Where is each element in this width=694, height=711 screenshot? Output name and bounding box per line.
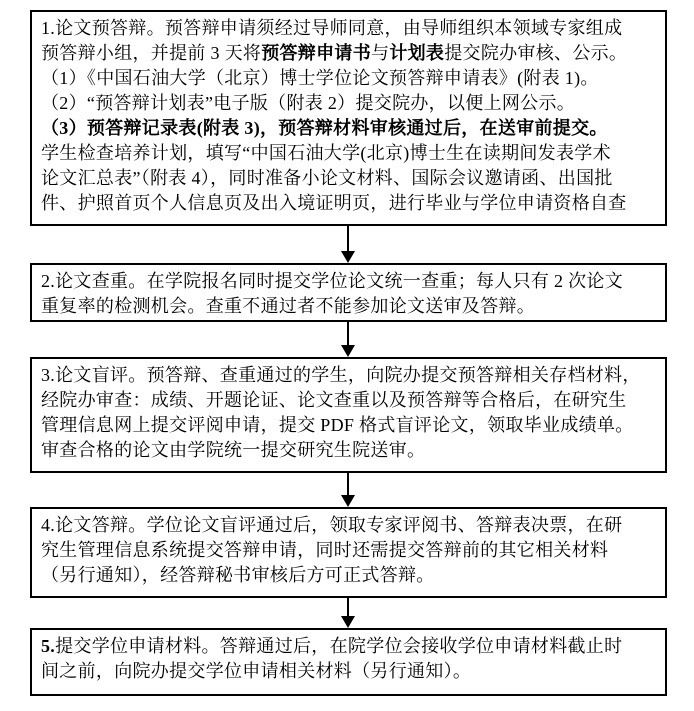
text-segment: 提交学位申请材料。答辩通过后，在院学位会接收学位申请材料截止时	[55, 636, 623, 656]
flow-arrow-3	[340, 473, 356, 507]
text-segment: 预答辩小组，并提前 3 天将	[41, 43, 262, 63]
flow-box-text-line	[41, 294, 656, 319]
text-segment: 论文汇总表”（附表 4），同时准备小论文材料、国际会议邀请函、出国批	[41, 168, 613, 188]
text-segment: 经院办审查：成绩、开题论证、论文查重以及预答辩等合格后，在研究生	[41, 390, 627, 410]
text-segment: 与	[371, 43, 390, 63]
text-segment: （1）《中国石油大学（北京）博士学位论文预答辩申请表》(附表 1)。	[41, 68, 599, 88]
flow-step-2-plagiarism-check	[30, 263, 667, 322]
flow-box-text-line	[41, 191, 656, 216]
text-segment: 件、护照首页个人信息页及出入境证明页，进行毕业与学位申请资格自查	[41, 193, 627, 213]
flow-box-text-line	[41, 141, 656, 166]
arrow-shaft	[347, 226, 349, 254]
flow-box-text-line	[41, 91, 656, 116]
down-arrow-icon	[341, 251, 355, 263]
text-segment: 究生管理信息系统提交答辩申请，同时还需提交答辩前的其它相关材料	[41, 540, 609, 560]
text-segment: 审查合格的论文由学院统一提交研究生院送审。	[41, 440, 426, 460]
flow-box-text-line	[41, 363, 656, 388]
flow-step-3-blind-review	[30, 357, 667, 473]
flow-box-text-line	[41, 116, 656, 141]
flow-step-4-thesis-defense	[30, 507, 667, 598]
flow-arrow-2	[340, 322, 356, 357]
flow-box-text-line	[41, 634, 656, 659]
flow-box-text-line	[41, 413, 656, 438]
text-segment: （另行通知），经答辩秘书审核后方可正式答辩。	[41, 565, 435, 585]
flow-box-text-line	[41, 513, 656, 538]
flow-box-text-line	[41, 659, 656, 684]
flow-box-text-line	[41, 563, 656, 588]
text-segment: 提交院办审核、公示。	[444, 43, 628, 63]
text-segment: 学生检查培养计划，填写“中国石油大学(北京)博士生在读期间发表学术	[41, 143, 611, 163]
bold-text-segment: 计划表	[389, 43, 445, 63]
text-segment: 管理信息网上提交评阅申请，提交 PDF 格式盲评论文，领取毕业成绩单。	[41, 415, 634, 435]
flow-box-text-line	[41, 41, 656, 66]
flow-box-text-line	[41, 388, 656, 413]
text-segment: 3.论文盲评。预答辩、查重通过的学生，向院办提交预答辩相关存档材料，	[41, 365, 641, 385]
down-arrow-icon	[341, 345, 355, 357]
flow-arrow-4	[340, 598, 356, 628]
text-segment: 1.论文预答辩。预答辩申请须经过导师同意，由导师组织本领域专家组成	[41, 18, 623, 38]
text-segment: 重复率的检测机会。查重不通过者不能参加论文送审及答辩。	[41, 296, 536, 316]
text-segment: 4.论文答辩。学位论文盲评通过后，领取专家评阅书、答辩表决票，在研	[41, 515, 623, 535]
flow-arrow-1	[340, 226, 356, 263]
down-arrow-icon	[341, 616, 355, 628]
bold-text-segment: 5.	[41, 636, 56, 656]
flow-step-1-pre-defense	[30, 10, 667, 226]
bold-text-segment: 预答辩申请书	[261, 43, 372, 63]
down-arrow-icon	[341, 495, 355, 507]
text-segment: 间之前，向院办提交学位申请相关材料（另行通知）。	[41, 661, 472, 681]
flow-box-text-line	[41, 166, 656, 191]
bold-text-segment: （3）预答辩记录表(附表 3)，预答辩材料审核通过后，在送审前提交。	[41, 118, 608, 138]
flow-box-text-line	[41, 16, 656, 41]
text-segment: 2.论文查重。在学院报名同时提交学位论文统一查重；每人只有 2 次论文	[41, 271, 623, 291]
flow-step-5-degree-application	[30, 628, 667, 696]
flow-box-text-line	[41, 538, 656, 563]
flow-box-text-line	[41, 66, 656, 91]
flow-box-text-line	[41, 438, 656, 463]
flow-box-text-line	[41, 269, 656, 294]
text-segment: （2）“预答辩计划表”电子版（附表 2）提交院办，以便上网公示。	[41, 93, 576, 113]
